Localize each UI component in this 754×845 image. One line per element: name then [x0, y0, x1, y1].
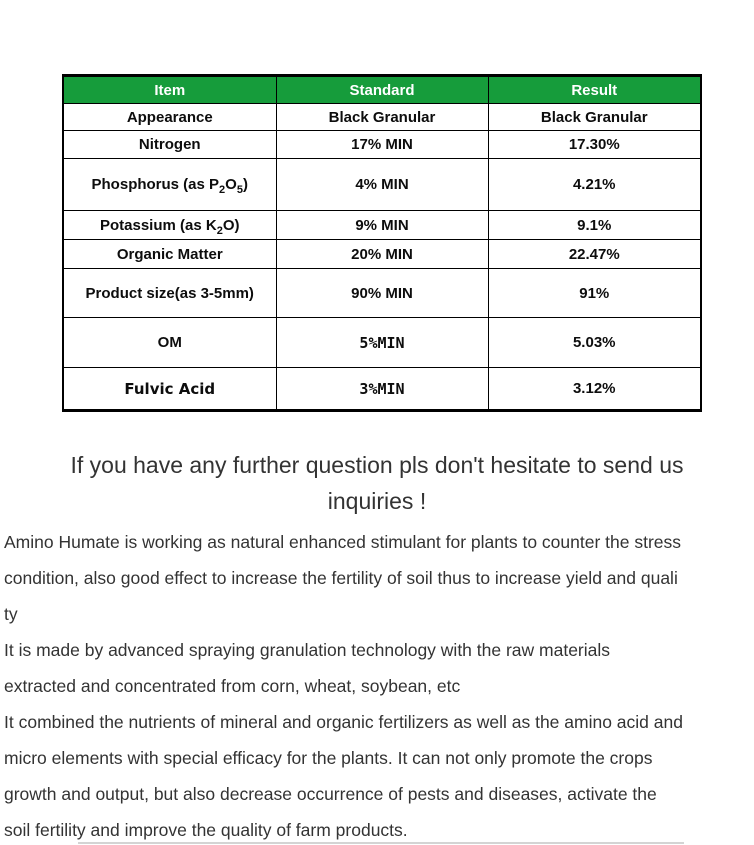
cell-standard: 5%MIN [276, 318, 488, 368]
cell-standard: 9% MIN [276, 211, 488, 240]
header-result: Result [488, 76, 701, 104]
description-line: ty [4, 604, 18, 624]
cell-standard: 3%MIN [276, 368, 488, 411]
cell-result: 91% [488, 269, 701, 318]
cell-item: Organic Matter [63, 240, 276, 269]
cell-item: Appearance [63, 104, 276, 131]
next-table-top-border [78, 842, 684, 844]
spec-table-container [62, 74, 754, 412]
cell-standard: Black Granular [276, 104, 488, 131]
table-row [63, 131, 701, 159]
table-row [63, 159, 701, 211]
inquiry-headline [0, 447, 754, 519]
inquiry-headline-line1: If you have any further question pls don't hesitate to send us [70, 452, 684, 478]
description-line: extracted and concentrated from corn, wheat, soybean, etc [4, 676, 461, 696]
cell-item: Phosphorus (as $P_2O_5$) [63, 159, 276, 211]
cell-result: 5.03% [488, 318, 701, 368]
description-line: Amino Humate is working as natural enhanced stimulant for plants to counter the stress [4, 532, 682, 552]
cell-result: 4.21% [488, 159, 701, 211]
cell-result: 3.12% [488, 368, 701, 411]
cell-item: Product size(as 3-5mm) [63, 269, 276, 318]
description-line: It is made by advanced spraying granulation technology with the raw materials [4, 640, 611, 660]
cell-item: Nitrogen [63, 131, 276, 159]
cell-item: OM [63, 318, 276, 368]
table-row [63, 240, 701, 269]
table-row [63, 368, 701, 411]
description-line: micro elements with special efficacy for the plants. It can not only promote the crops [4, 748, 653, 768]
table-row [63, 269, 701, 318]
description-line: soil fertility and improve the quality of farm products. [4, 820, 408, 840]
spec-table [62, 74, 702, 412]
inquiry-headline-line2: inquiries ! [327, 488, 427, 514]
table-row [63, 318, 701, 368]
cell-result: 17.30% [488, 131, 701, 159]
cell-result: 9.1% [488, 211, 701, 240]
table-row [63, 104, 701, 131]
header-standard: Standard [276, 76, 488, 104]
cell-standard: 17% MIN [276, 131, 488, 159]
cell-item: Fulvic Acid [63, 368, 276, 411]
description-line: It combined the nutrients of mineral and organic fertilizers as well as the amino acid and [4, 712, 683, 732]
description-line: condition, also good effect to increase the fertility of soil thus to increase yield and quali [4, 568, 678, 588]
cell-standard: 90% MIN [276, 269, 488, 318]
header-item: Item [63, 76, 276, 104]
cell-result: 22.47% [488, 240, 701, 269]
spec-header-row [63, 76, 701, 104]
description-line: growth and output, but also decrease occurrence of pests and diseases, activate the [4, 784, 657, 804]
product-description-text [0, 524, 754, 845]
table-row [63, 211, 701, 240]
cell-result: Black Granular [488, 104, 701, 131]
cell-standard: 20% MIN [276, 240, 488, 269]
cell-standard: 4% MIN [276, 159, 488, 211]
cell-item: Potassium (as $K_2O$) [63, 211, 276, 240]
